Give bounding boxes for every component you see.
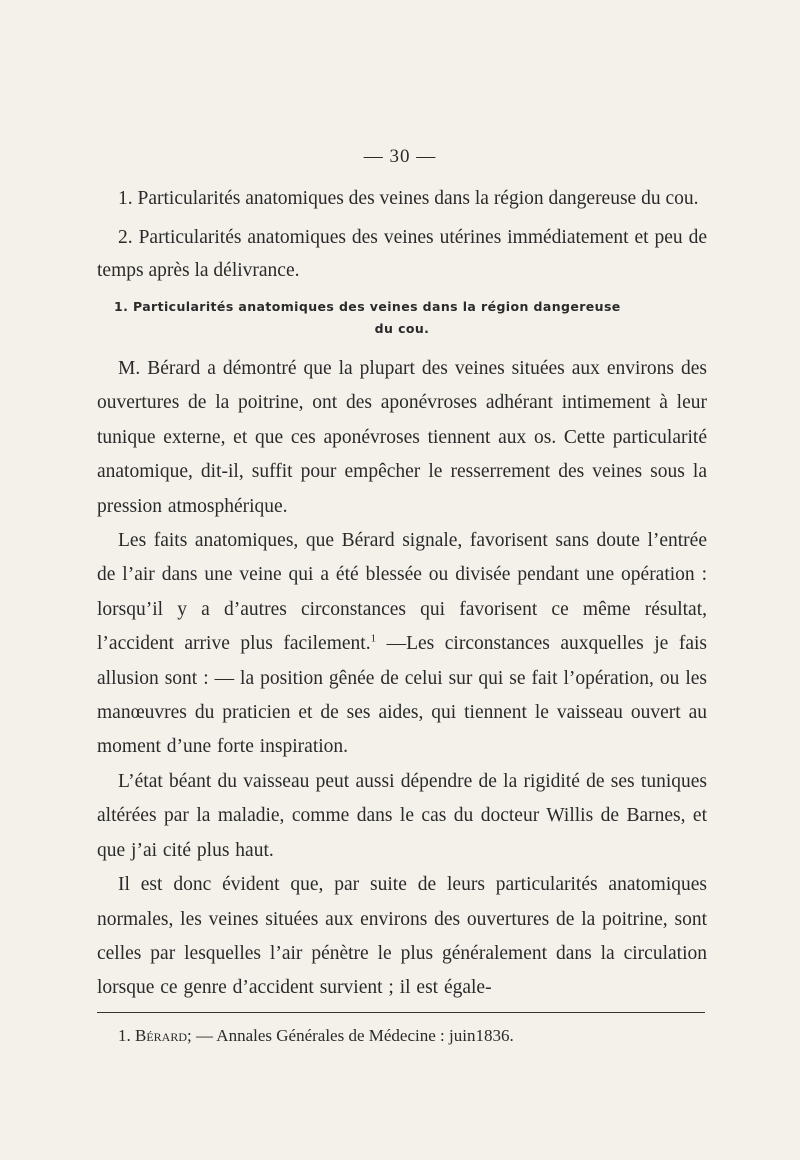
paragraph <box>97 524 707 765</box>
footnote-divider <box>97 1012 705 1013</box>
section-heading-line-1: 1. Particularités anatomiques des veines dans la région dangereuse <box>114 299 621 314</box>
footnote-marker: 1 <box>370 632 377 645</box>
section-heading <box>97 296 707 340</box>
topic-list <box>97 182 707 293</box>
paragraph: Il est donc évident que, par suite de leurs particularités anatomiques normales, les veines situées aux environs des ouvertures de la poitrine, sont celles par lesquelles l’air pénètre le plus généralement dans la circulation lorsque ce genre d’accident survient ; il est égale- <box>97 874 707 999</box>
footnote-number: 1. <box>118 1026 131 1045</box>
paragraph-text: —Les circonstances auxquelles je fais allusion sont : — la position gênée de celui sur qui se fait l’opération, ou les manœuvres du praticien et de ses aides, qui tiennent le vaisseau ouvert au moment d’une forte inspiration. <box>97 633 707 758</box>
paragraph: L’état béant du vaisseau peut aussi dépendre de la rigidité de ses tuniques altérées par la maladie, comme dans le cas du docteur Willis de Barnes, et que j’ai cité plus haut. <box>97 770 707 861</box>
footnote-author: Bérard <box>135 1026 188 1045</box>
list-item: 1. Particularités anatomiques des veines dans la région dangereuse du cou. <box>118 188 699 209</box>
page-number: — 30 — <box>363 146 437 167</box>
paragraph: M. Bérard a démontré que la plupart des veines situées aux environs des ouvertures de la poitrine, ont des aponévroses adhérant intimement à leur tunique externe, et que ces aponévroses tiennent aux os. Cette particularité anatomique, dit-il, suffit pour empêcher le resserrement des veines sous la pression atmosphérique. <box>97 358 707 517</box>
paragraph-text: Les faits anatomiques, que Bérard signale, favorisent sans doute l’entrée de l’air dans une veine qui a été blessée ou divisée pendant une opération : lorsqu’il y a d’autres circonstances qui favorisent ce même résultat, l’accident arrive plus facilement. <box>97 530 707 655</box>
footnote-text: ; — Annales Générales de Médecine : juin1836. <box>187 1026 514 1045</box>
section-heading-line-2: du cou. <box>374 321 430 336</box>
footnote <box>118 1024 708 1048</box>
list-item: 2. Particularités anatomiques des veines utérines immédiatement et peu de temps après la délivrance. <box>97 227 707 281</box>
body-text <box>97 352 707 1006</box>
